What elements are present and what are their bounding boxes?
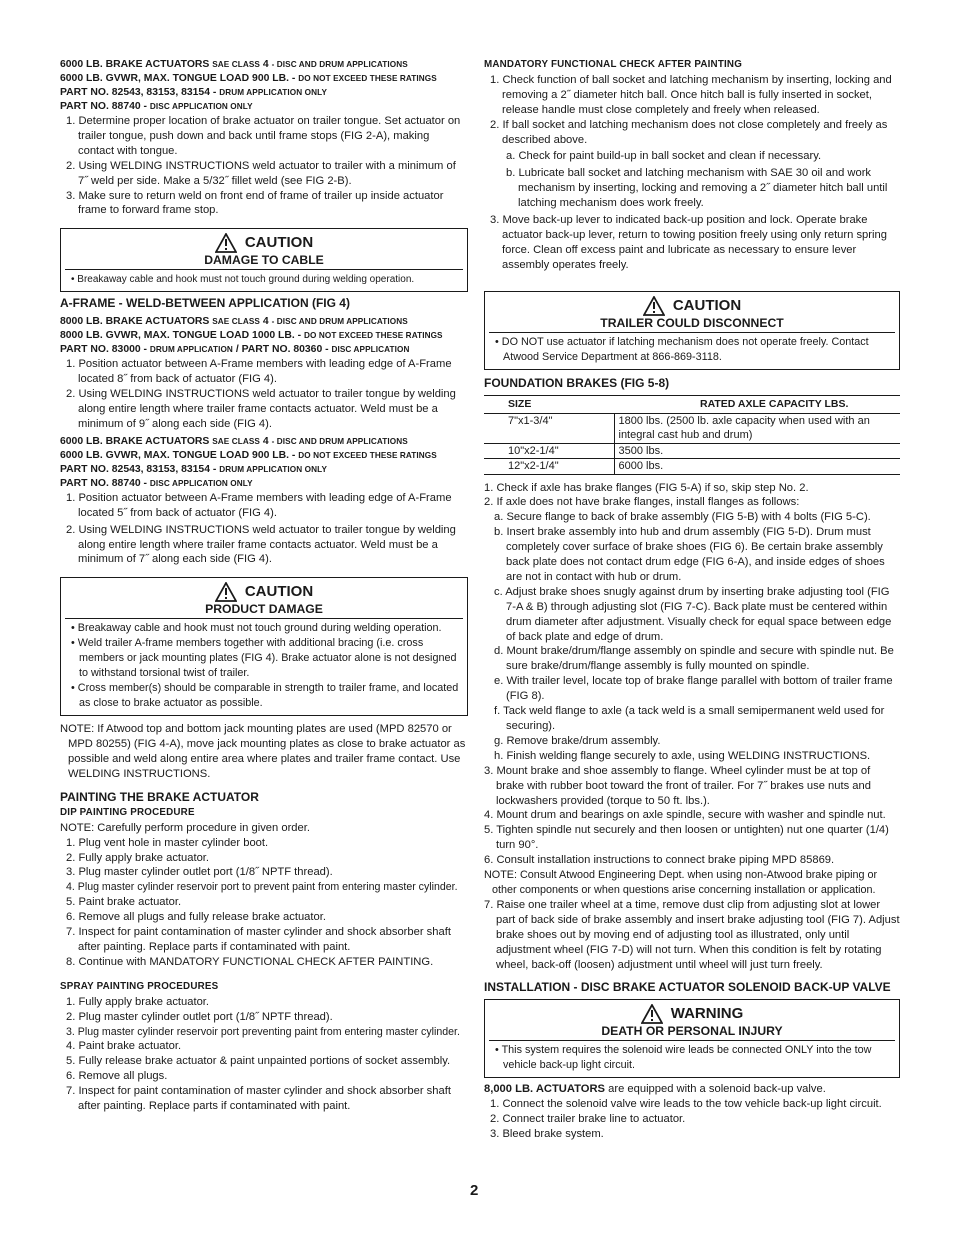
list-item: 2. Using WELDING INSTRUCTIONS weld actuator to trailer tongue by welding along entire length where trailer frame contacts actuator. Weld must be a minimum of 7˝ along each side (FIG 4). (66, 523, 456, 566)
left-column (60, 58, 468, 1114)
list-item: 1. Determine proper location of brake actuator on trailer tongue. Set actuator on trailer tongue, push down and back until frame stops (FIG 2-A), making contact with tongue. (66, 115, 461, 157)
list-item: 6. Consult installation instructions to connect brake piping MPD 85869. (484, 854, 835, 867)
list-item: 1. Fully apply brake actuator. (66, 995, 210, 1008)
dip-painting-note: NOTE: Carefully perform procedure in given order. (60, 821, 310, 834)
warning-triangle-icon (215, 233, 237, 253)
caution-subtitle: TRAILER COULD DISCONNECT (600, 315, 784, 330)
list-item: c. Adjust brake shoes snugly against drum by inserting brake adjusting tool (FIG 7-A & B) through adjusting slot (FIG 7-C). Back plate must be centered within drum diameter after adjustment. Visually check for equal space between edge of back plate and edge of drum. (494, 585, 892, 643)
table-cell: 10"x2-1/4" (484, 443, 614, 459)
list-item: h. Finish welding flange securely to axle, using WELDING INSTRUCTIONS. (494, 749, 871, 762)
list-item: 6. Remove all plugs. (66, 1070, 168, 1083)
list-item: 7. Inspect for paint contamination of master cylinder and shock absorber shaft after painting. Replace parts if contaminated with paint. (66, 926, 451, 953)
caution-bullet: • Breakaway cable and hook must not touch ground during welding operation. (71, 274, 415, 286)
caution-bullet: • Breakaway cable and hook must not touch ground during welding operation. (71, 622, 442, 635)
list-item: a. Check for paint build-up in ball socket and clean if necessary. (506, 150, 822, 163)
mandatory-check-title: MANDATORY FUNCTIONAL CHECK AFTER PAINTING (484, 59, 743, 70)
caution-title: CAUTION (672, 296, 742, 314)
foundation-steps-continued (478, 764, 900, 868)
warning-box-death-injury (484, 999, 900, 1078)
list-item: 3. Plug master cylinder outlet port (1/8˝ NPTF thread). (66, 866, 333, 879)
list-item: 4. Mount drum and bearings on axle spindle, secure with washer and spindle nut. (484, 809, 886, 822)
caution-box-product-damage (60, 577, 468, 716)
foundation-steps (484, 481, 900, 511)
dip-painting-title: DIP PAINTING PROCEDURE (60, 806, 195, 818)
table-cell: 7"x1-3/4" (484, 413, 614, 443)
list-item: 1. Check function of ball socket and latching mechanism by inserting, locking and removing a 2˝ diameter hitch ball. Once hitch ball is fully inserted in socket, release handle must close completely and freely when released. (490, 73, 892, 116)
caution-box-trailer-disconnect (484, 291, 900, 370)
list-item: b. Lubricate ball socket and latching mechanism with SAE 30 oil and work mechanism by inserting, locking and removing a 2˝ diameter hitch ball until latching mechanism does work freely. (506, 167, 888, 210)
list-item: 1. Position actuator between A-Frame members with leading edge of A-Frame located 5˝ from back of actuator (FIG 4). (66, 491, 452, 519)
list-item: 2. Connect trailer brake line to actuator. (490, 1113, 686, 1126)
list-item: 6. Remove all plugs and fully release brake actuator. (66, 911, 326, 924)
table-header-capacity: RATED AXLE CAPACITY LBS. (614, 395, 900, 413)
solenoid-steps (484, 1097, 900, 1142)
warning-triangle-icon (643, 296, 665, 316)
caution-title: CAUTION (244, 234, 314, 252)
spec-header-6000-b: 6000 LB. BRAKE ACTUATORS SAE CLASS 4 - DISC AND DRUM APPLICATIONS 6000 LB. GVWR, MAX. TONGUE LOAD 900 LB. - DO NOT EXCEED THESE RATINGS PART NO. 82543, 83153, 83154 - DRUM APPLICATION ONLY PART NO. 88740 - DISC APPLICATION ONLY (60, 435, 437, 489)
table-row (484, 443, 900, 459)
foundation-substeps (472, 510, 900, 763)
list-item: 3. Make sure to return weld on front end of frame of trailer up inside actuator frame to forward frame stop. (66, 189, 444, 217)
mandatory-check-steps (484, 73, 900, 148)
list-item: 3. Move back-up lever to indicated back-up position and lock. Operate brake actuator back-up lever, return to towing position freely using only return spring force. Clean off excess paint and lubricate as necessary to ensure lever assembly operates freely. (490, 214, 887, 271)
list-item: 5. Tighten spindle nut securely and then loosen or untighten) nut one quarter (1/4) turn 90°. (484, 824, 889, 852)
list-item: 5. Fully release brake actuator & paint unpainted portions of socket assembly. (66, 1055, 451, 1068)
mandatory-check-substeps (484, 149, 900, 211)
table-cell: 1800 lbs. (2500 lb. axle capacity when used with an integral cast hub and drum) (614, 413, 900, 443)
list-item: e. With trailer level, locate top of brake flange parallel with bottom of trailer frame (FIG 8). (494, 675, 893, 703)
spec-header-8000: 8000 LB. BRAKE ACTUATORS SAE CLASS 4 - DISC AND DRUM APPLICATIONS 8000 LB. GVWR, MAX. TONGUE LOAD 1000 LB. - DO NOT EXCEED THESE RATINGS PART NO. 83000 - DRUM APPLICATION / PART NO. 80360 - DISC APPLICATION (60, 316, 443, 356)
foundation-note: NOTE: Consult Atwood Engineering Dept. when using non-Atwood brake piping or other components or when questions arise concerning installation or application. (484, 869, 878, 896)
actuator-note-lead: 8,000 LB. ACTUATORS (484, 1083, 606, 1096)
install-steps-6000 (60, 114, 468, 218)
warning-bullet: • This system requires the solenoid wire leads be connected ONLY into the tow vehicle back-up light circuit. (495, 1044, 872, 1072)
list-item: 2. If axle does not have brake flanges, install flanges as follows: (484, 496, 800, 509)
spray-painting-title: SPRAY PAINTING PROCEDURES (60, 980, 219, 992)
list-item: b. Insert brake assembly into hub and drum assembly (FIG 5-D). Drum must completely cover surface of brake shoes (FIG 6). Be certain brake assembly back plate does not contact drum edge (FIG 6-A), and inside edges of shoes are not in contact with hub or drum. (494, 526, 885, 583)
list-item: 4. Paint brake actuator. (66, 1040, 182, 1053)
table-cell: 12"x2-1/4" (484, 459, 614, 475)
list-item: 2. Fully apply brake actuator. (66, 851, 210, 864)
spray-painting-steps (60, 995, 468, 1114)
list-item: 3. Bleed brake system. (490, 1128, 604, 1141)
install-solenoid-title: INSTALLATION - DISC BRAKE ACTUATOR SOLENOID BACK-UP VALVE (484, 980, 891, 995)
aframe-section-title: A-FRAME - WELD-BETWEEN APPLICATION (FIG 4) (60, 296, 350, 311)
caution-subtitle: DAMAGE TO CABLE (204, 253, 324, 268)
painting-section-title: PAINTING THE BRAKE ACTUATOR (60, 789, 259, 804)
list-item: 2. If ball socket and latching mechanism does not close completely and freely as described above. (490, 118, 888, 146)
list-item: a. Secure flange to back of brake assembly (FIG 5-B) with 4 bolts (FIG 5-C). (494, 511, 871, 524)
caution-bullet: • Cross member(s) should be comparable in strength to trailer frame, and located as close to brake actuator as possible. (71, 682, 459, 710)
foundation-brakes-title: FOUNDATION BRAKES (FIG 5-8) (484, 375, 670, 390)
list-item: 1. Plug vent hole in master cylinder boot. (66, 836, 269, 849)
list-item: 1. Connect the solenoid valve wire leads to the tow vehicle back-up light circuit. (490, 1098, 882, 1111)
warning-title: WARNING (670, 1005, 744, 1023)
actuator-note-text: are equipped with a solenoid back-up valve. (605, 1083, 826, 1096)
warning-triangle-icon (215, 582, 237, 602)
jack-plate-note: NOTE: If Atwood top and bottom jack mounting plates are used (MPD 82570 or MPD 80255) (FIG 4-A), move jack mounting plates as close to brake actuator as possible and weld along entire area where plates and trailer frame contact. Use WELDING INSTRUCTIONS. (60, 723, 466, 781)
list-item: 2. Using WELDING INSTRUCTIONS weld actuator to trailer with a minimum of 7˝ weld per side. Make a 5/32˝ fillet weld (see FIG 2-B). (66, 159, 456, 187)
foundation-step7 (478, 898, 900, 973)
dip-painting-steps (60, 836, 468, 970)
caution-bullet: • Weld trailer A-frame members together with additional bracing (i.e. cross members or jack mounting plates (FIG 4). Brake actuator alone is not designed to withstand torsional twist of trailer. (71, 637, 457, 680)
list-item: 1. Position actuator between A-Frame members with leading edge of A-Frame located 8˝ from back of actuator (FIG 4). (66, 358, 452, 386)
mandatory-check-step3 (484, 213, 900, 273)
list-item: f. Tack weld flange to axle (a tack weld is a small semipermanent weld used for securing). (494, 705, 885, 732)
list-item: g. Remove brake/drum assembly. (494, 734, 661, 747)
list-item: 1. Check if axle has brake flanges (FIG 5-A) if so, skip step No. 2. (484, 481, 809, 494)
list-item: 4. Plug master cylinder reservoir port to prevent paint from entering master cylinder. (66, 881, 458, 894)
caution-subtitle: PRODUCT DAMAGE (205, 602, 323, 617)
table-row (484, 459, 900, 475)
right-column (484, 58, 900, 1142)
actuator-note (484, 1082, 900, 1097)
spec-header-6000-a: 6000 LB. BRAKE ACTUATORS SAE CLASS 4 - DISC AND DRUM APPLICATIONS 6000 LB. GVWR, MAX. TONGUE LOAD 900 LB. - DO NOT EXCEED THESE RATINGS PART NO. 82543, 83153, 83154 - DRUM APPLICATION ONLY PART NO. 88740 - DISC APPLICATION ONLY (60, 59, 437, 112)
caution-bullet: • DO NOT use actuator if latching mechanism does not operate freely. Contact Atwood Service Department at 866-869-3118. (495, 335, 869, 363)
aframe-steps-6000 (60, 491, 468, 568)
caution-title: CAUTION (244, 583, 314, 601)
aframe-steps-8000 (60, 357, 468, 432)
list-item: 2. Using WELDING INSTRUCTIONS weld actuator to trailer tongue by welding along entire length where trailer frame contacts actuator. Weld must be a minimum of 9˝ along each side (FIG 4). (66, 388, 456, 430)
table-cell: 6000 lbs. (614, 459, 900, 475)
list-item: 7. Raise one trailer wheel at a time, remove dust clip from adjusting slot at lower part of back side of brake assembly and insert brake adjusting tool (FIG 7). Adjust brake shoes out by moving end of adjusting tool as illustrated, only until adjustment wheel (FIG 7-D) will not turn. When this condition is felt by rotating wheel, back-off (loosen) adjustment until wheel will just turn freely. (484, 898, 900, 971)
warning-subtitle: DEATH OR PERSONAL INJURY (601, 1024, 783, 1039)
list-item: d. Mount brake/drum/flange assembly on spindle and secure with spindle nut. Be sure brake/drum/flange assembly is fully mounted on spindle. (494, 645, 894, 673)
list-item: 8. Continue with MANDATORY FUNCTIONAL CHECK AFTER PAINTING. (66, 955, 434, 968)
page-number: 2 (470, 1182, 479, 1199)
list-item: 2. Plug master cylinder outlet port (1/8˝ NPTF thread). (66, 1010, 333, 1023)
list-item: 7. Inspect for paint contamination of master cylinder and shock absorber shaft after painting. Replace parts if contaminated with paint. (66, 1085, 451, 1113)
caution-box-damage-to-cable (60, 228, 468, 292)
warning-triangle-icon (641, 1004, 663, 1024)
table-header-size: SIZE (484, 395, 614, 413)
list-item: 5. Paint brake actuator. (66, 896, 182, 909)
list-item: 3. Plug master cylinder reservoir port preventing paint from entering master cylinder. (66, 1025, 460, 1038)
axle-capacity-table (484, 395, 900, 475)
list-item: 3. Mount brake and shoe assembly to flange. Wheel cylinder must be at top of brake with rubber boot toward the front of trailer. For 7˝ brakes use nuts and lockwashers provided (torque to 50 ft. lbs.). (484, 764, 871, 807)
table-row (484, 413, 900, 443)
table-cell: 3500 lbs. (614, 443, 900, 459)
